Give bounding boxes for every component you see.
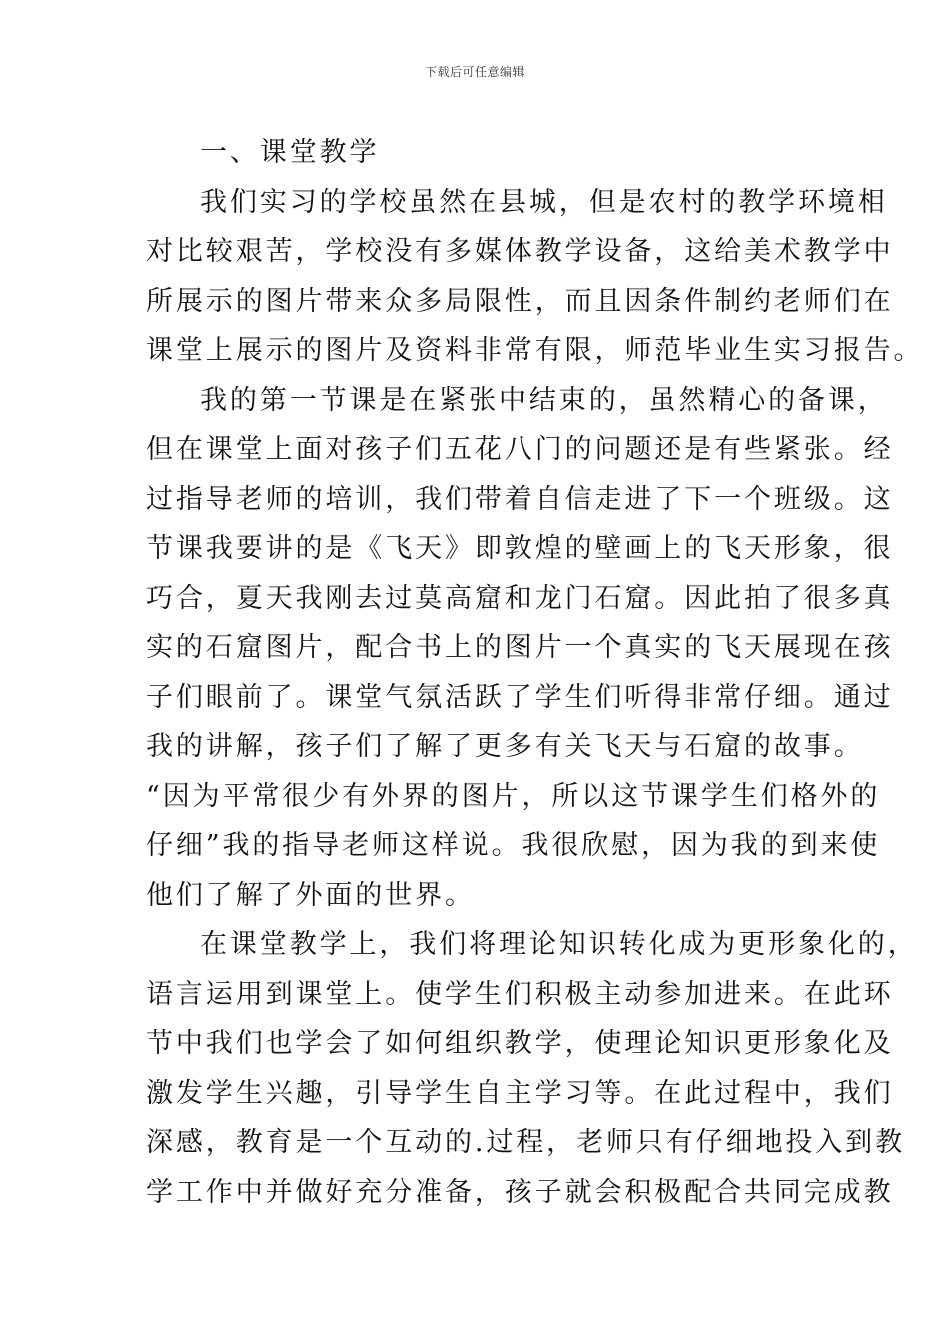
paragraph-2-line-9: “因为平常很少有外界的图片，所以这节课学生们格外的	[146, 780, 881, 812]
paragraph-1-line-1: 我们实习的学校虽然在县城，但是农村的教学环境相	[200, 186, 888, 218]
paragraph-3-line-3: 节中我们也学会了如何组织教学，使理论知识更形象化及	[146, 1028, 894, 1059]
paragraph-1-line-4: 课堂上展示的图片及资料非常有限，师范毕业生实习报告。	[146, 335, 924, 366]
paragraph-2-line-11: 他们了解了外面的世界。	[146, 879, 475, 911]
paragraph-1-line-3: 所展示的图片带来众多局限性，而且因条件制约老师们在	[146, 285, 894, 317]
paragraph-2-line-7: 子们眼前了。课堂气氛活跃了学生们听得非常仔细。通过	[146, 681, 894, 713]
paragraph-3-line-4: 激发学生兴趣，引导学生自主学习等。在此过程中，我们	[146, 1077, 894, 1109]
paragraph-3-line-6: 学工作中并做好充分准备，孩子就会积极配合共同完成教	[146, 1176, 894, 1208]
document-body	[146, 128, 924, 1217]
paragraph-2-line-3: 过指导老师的培训，我们带着自信走进了下一个班级。这	[146, 483, 894, 515]
paragraph-2-line-5: 巧合，夏天我刚去过莫高窟和龙门石窟。因此拍了很多真	[146, 582, 894, 614]
paragraph-2-line-6: 实的石窟图片，配合书上的图片一个真实的飞天展现在孩	[146, 632, 894, 663]
paragraph-1-line-2: 对比较艰苦，学校没有多媒体教学设备，这给美术教学中	[146, 236, 894, 267]
paragraph-2-line-2: 但在课堂上面对孩子们五花八门的问题还是有些紧张。经	[146, 434, 894, 465]
paragraph-2-line-4: 节课我要讲的是《飞天》即敦煌的壁画上的飞天形象，很	[146, 533, 894, 564]
page-header: 下载后可任意编辑	[424, 65, 525, 79]
section-heading: 一、课堂教学	[200, 137, 380, 168]
paragraph-3-line-1: 在课堂教学上，我们将理论知识转化成为更形象化的，	[200, 929, 918, 960]
paragraph-2-line-10: 仔细”我的指导老师这样说。我很欣慰，因为我的到来使	[146, 830, 881, 861]
paragraph-2-line-1: 我的第一节课是在紧张中结束的，虽然精心的备课，	[200, 384, 888, 416]
paragraph-3-line-2: 语言运用到课堂上。使学生们积极主动参加进来。在此环	[146, 978, 894, 1010]
paragraph-2-line-8: 我的讲解，孩子们了解了更多有关飞天与石窟的故事。	[146, 731, 864, 762]
paragraph-3-line-5: 深感，教育是一个互动的.过程，老师只有仔细地投入到教	[146, 1127, 905, 1158]
